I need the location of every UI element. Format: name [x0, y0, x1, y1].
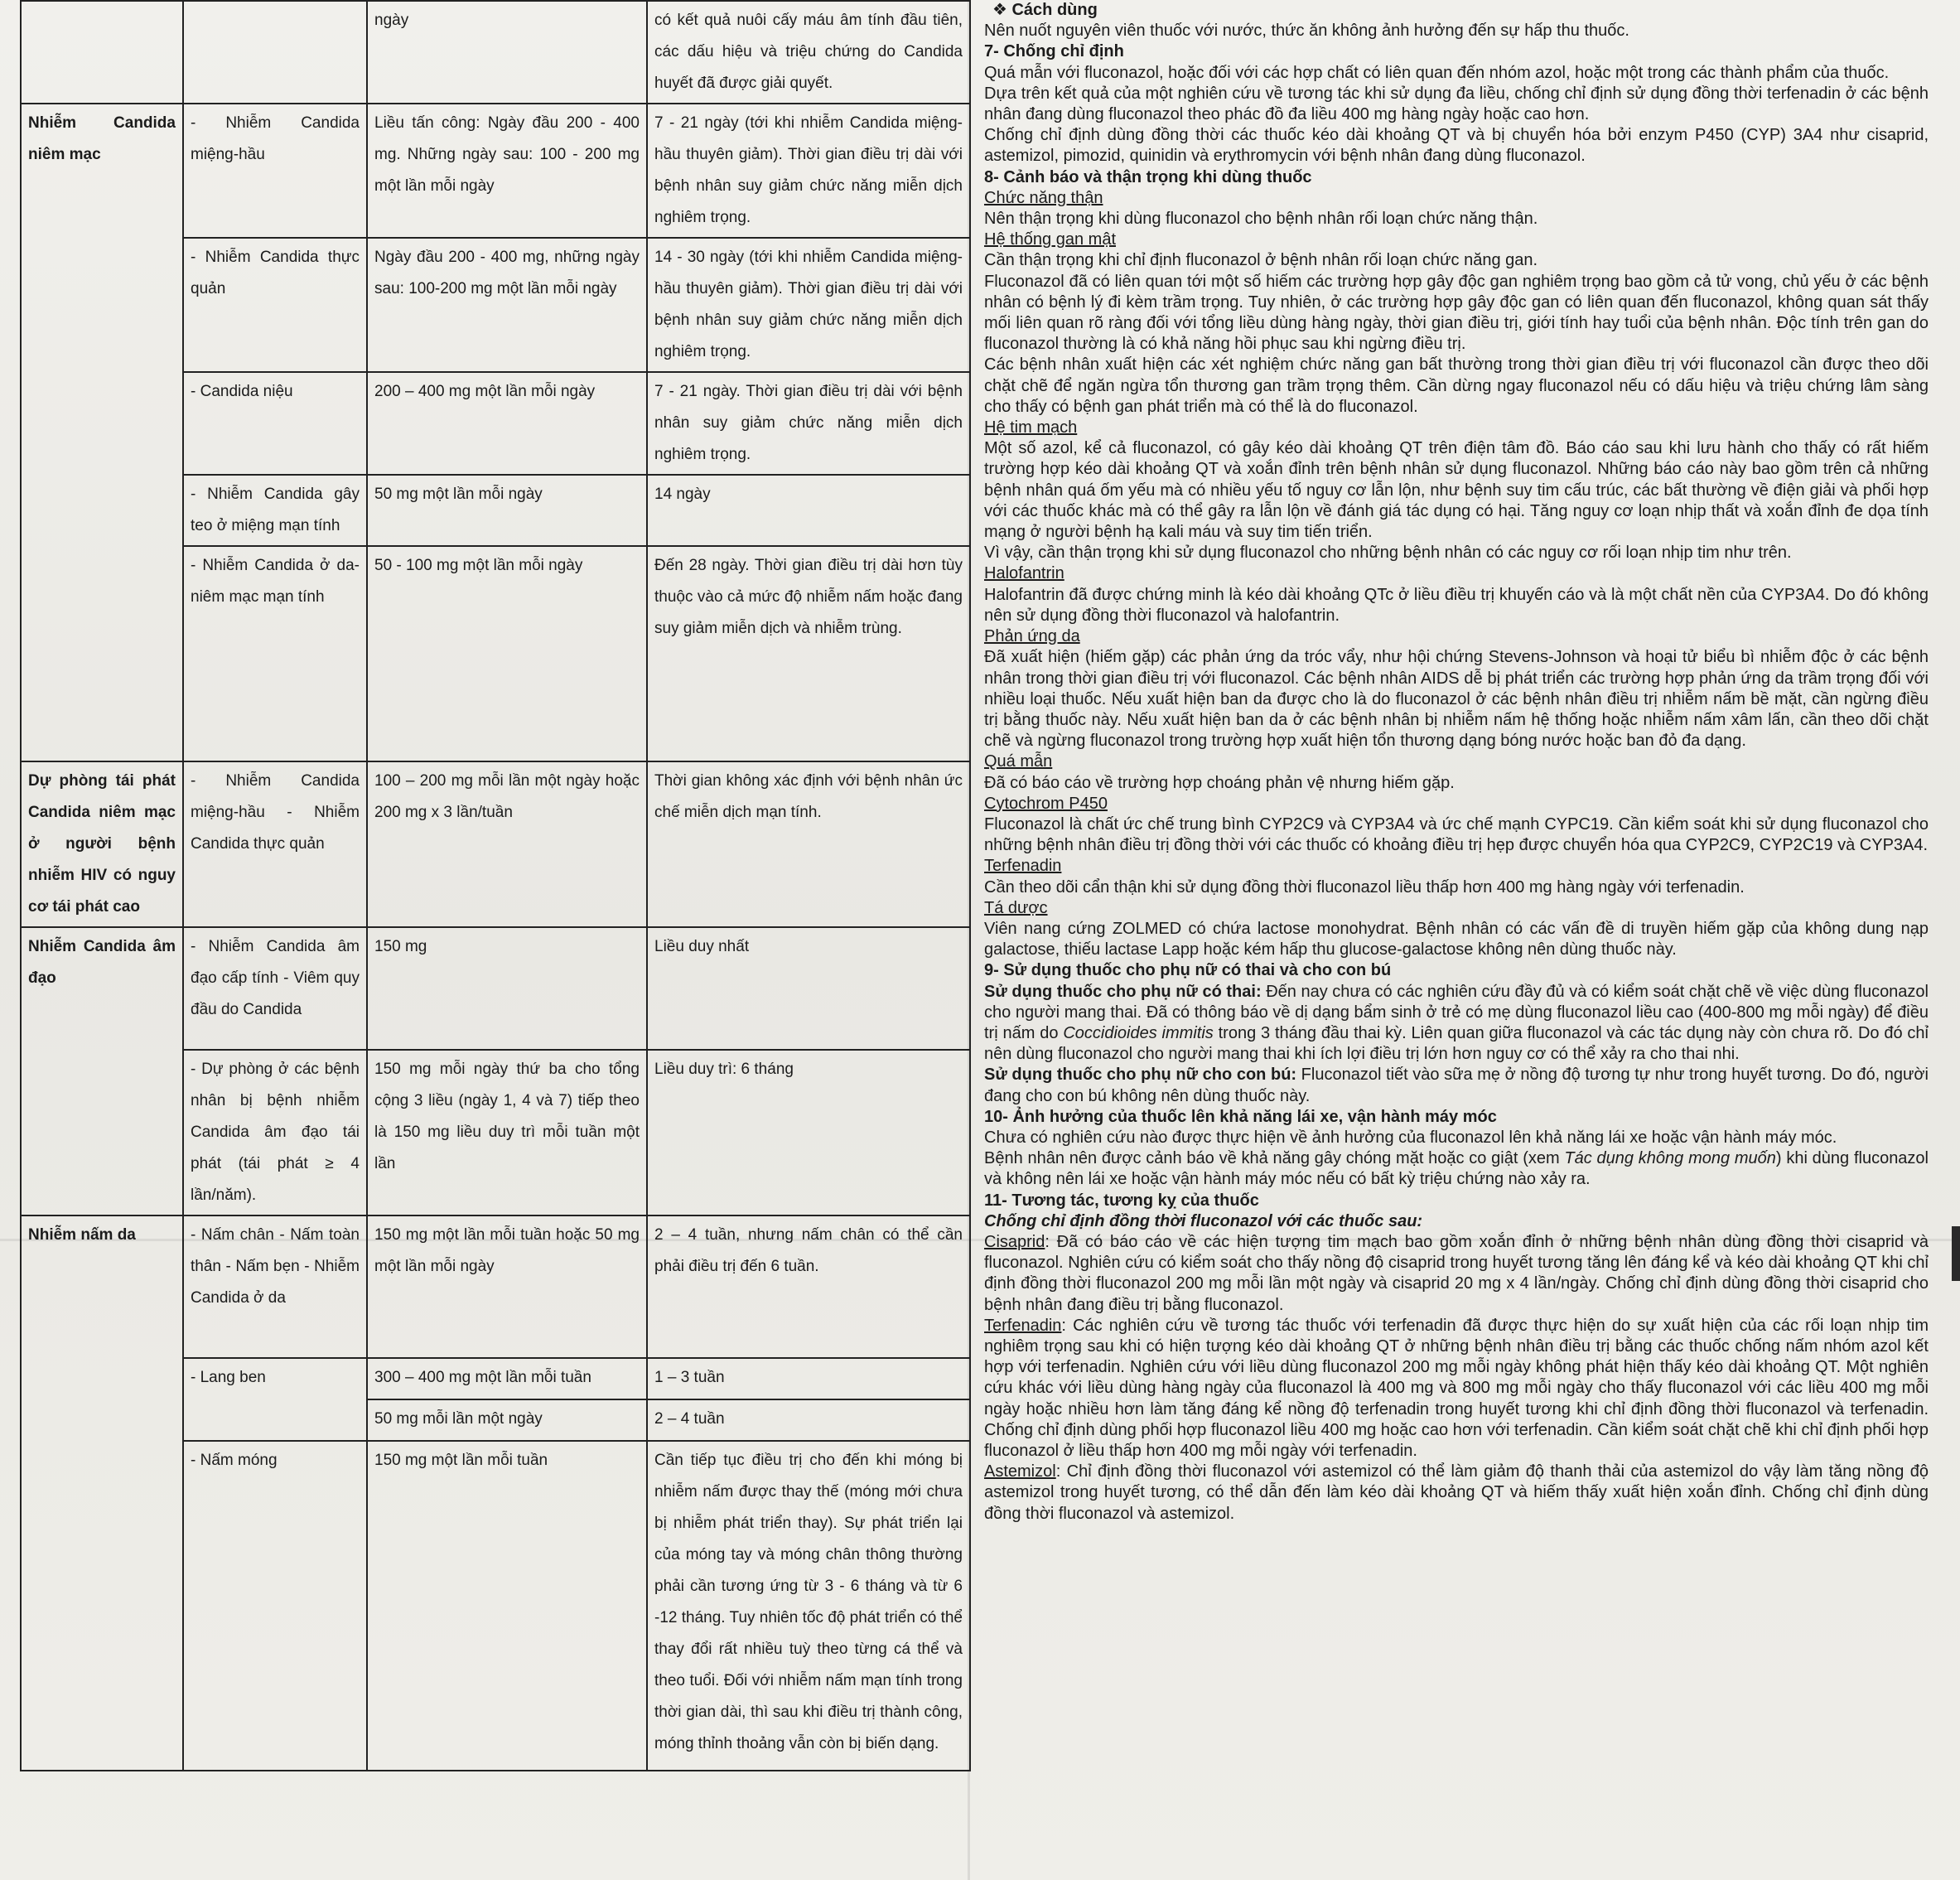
paragraph-text: Đến nay chưa có các nghiên cứu đầy đủ và có kiểm soát chặt chẽ về việc dùng fluconazol cho người mang thai. Đã có thông báo về dị dạng bẩm sinh ở trẻ có mẹ dùng fluconazol liều cao (400-800 mg mỗi ngày) để điều trị nấm do: [984, 982, 1929, 1042]
paragraph-lead: Sử dụng thuốc cho phụ nữ cho con bú:: [984, 1066, 1297, 1085]
section-heading: 7- Chống chỉ định: [984, 42, 1124, 61]
table-cell: 7 - 21 ngày. Thời gian điều trị dài với bệnh nhân suy giảm chức năng miễn dịch nghiêm trọng.: [647, 372, 970, 475]
paragraph: Một số azol, kể cả fluconazol, có gây kéo dài khoảng QT trên điện tâm đồ. Báo cáo sau khi lưu hành cho thấy có rất hiếm trường hợp kéo dài khoảng QT và xoắn đỉnh trên bệnh nhân sử dụng fluconazol. Những báo cáo này bao gồm trên cả những bệnh nhân quá ốm yếu mà có nhiều yếu tố nguy cơ lẫn lộn, như bệnh suy tim cấu trúc, các bất thường về điện giải và phối hợp với các thuốc khác mà có thể gây ra lẫn lộn về đánh giá tác dụng có hại. Tăng nguy cơ loạn nhịp thất và xoắn đỉnh đe dọa tính mạng ở người bệnh hạ kali máu và suy tim tiến triển.: [984, 439, 1929, 542]
paragraph-text: : Các nghiên cứu về tương tác thuốc với terfenadin đã được thực hiện do sự xuất hiện của các rối loạn nhịp tim nghiêm trọng sau khi có hiện tượng kéo dài khoảng QT ở những bệnh nhân điều trị bằng các thuốc chống nấm nhóm azol kết hợp với terfenadin. Nghiên cứu với liều dùng fluconazol 200 mg mỗi ngày không phát hiện thấy kéo dài khoảng QT. Một nghiên cứu khác với liều dùng hàng ngày của fluconazol là 400 mg và 800 mg mỗi ngày cho thấy fluconazol với các liều 400 mg mỗi ngày hoặc nhiều hơn làm tăng đáng kể nồng độ terfenadin trong huyết tương khi chỉ định đồng thời fluconazol và terfenadin. Chống chỉ định dùng phối hợp fluconazol liều 400 mg hoặc cao hơn với terfenadin. Cần kiểm soát chặt chẽ khi chỉ định phối hợp fluconazol ở liều thấp hơn 400 mg mỗi ngày với terfenadin.: [984, 1316, 1929, 1461]
table-cell: 300 – 400 mg một lần mỗi tuần: [367, 1358, 647, 1399]
paragraph: [984, 1148, 1929, 1190]
paragraph: [984, 982, 1929, 1066]
paragraph: [984, 1232, 1929, 1316]
table-cell: - Nhiễm Candida ở da-niêm mạc mạn tính: [183, 546, 367, 761]
subsection-heading: Hệ thống gan mật: [984, 230, 1116, 249]
subsection-heading: Tá dược: [984, 898, 1048, 917]
table-cell: Nhiễm Candida âm đạo: [21, 927, 183, 1215]
subsection-heading: Quá mẫn: [984, 752, 1053, 771]
table-cell: Liều tấn công: Ngày đầu 200 - 400 mg. Những ngày sau: 100 - 200 mg một lần mỗi ngày: [367, 104, 647, 238]
table-cell: Liều duy nhất: [647, 927, 970, 1050]
section-heading: 11- Tương tác, tương kỵ của thuốc: [984, 1191, 1259, 1210]
table-row: [21, 1, 970, 104]
table-cell: ngày: [367, 1, 647, 104]
paragraph: Nên thận trọng khi dùng fluconazol cho bệnh nhân rối loạn chức năng thận.: [984, 210, 1538, 229]
paragraph: [984, 1065, 1929, 1106]
table-cell: [21, 1, 183, 104]
table-cell: có kết quả nuôi cấy máu âm tính đầu tiên, các dấu hiệu và triệu chứng do Candida huyết đã được giải quyết.: [647, 1, 970, 104]
section-heading: ❖ Cách dùng: [992, 1, 1098, 19]
paragraph: Viên nang cứng ZOLMED có chứa lactose monohydrat. Bệnh nhân có các vấn đề di truyền hiếm gặp của không dung nạp galactose, thiếu lactase Lapp hoặc kém hấp thu glucose-galactose không nên dùng thuốc này.: [984, 919, 1929, 959]
table-cell: Liều duy trì: 6 tháng: [647, 1050, 970, 1215]
table-cell: 50 mg mỗi lần một ngày: [367, 1399, 647, 1441]
subsection-heading: Chống chỉ định đồng thời fluconazol với các thuốc sau:: [984, 1211, 1423, 1230]
subsection-heading: Chức năng thận: [984, 188, 1103, 207]
table-cell: Dự phòng tái phát Candida niêm mạc ở người bệnh nhiễm HIV có nguy cơ tái phát cao: [21, 761, 183, 927]
cross-reference: Tác dụng không mong muốn: [1564, 1149, 1776, 1168]
paragraph-text: trong 3 tháng đầu thai kỳ. Liên quan giữa fluconazol và các tác dụng này còn chưa rõ. Do đó chỉ nên dùng fluconazol cho người mang thai khi ích lợi điều trị lớn hơn nguy cơ có thể xảy ra cho thai nhi.: [984, 1023, 1929, 1064]
paragraph: Dựa trên kết quả của một nghiên cứu về tương tác khi sử dụng đa liều, chống chỉ định sử dụng đồng thời terfenadin ở các bệnh nhân đang dùng fluconazol theo phác đồ đa liều 400 mg hàng ngày hoặc cao hơn.: [984, 84, 1929, 124]
table-row: [21, 1215, 970, 1358]
paragraph: Quá mẫn với fluconazol, hoặc đối với các hợp chất có liên quan đến nhóm azol, hoặc một trong các thành phẩm của thuốc.: [984, 63, 1890, 82]
table-cell: 2 – 4 tuần, nhưng nấm chân có thể cần phải điều trị đến 6 tuần.: [647, 1215, 970, 1358]
table-cell: 7 - 21 ngày (tới khi nhiễm Candida miệng-hầu thuyên giảm). Thời gian điều trị dài với bệnh nhân suy giảm chức năng miễn dịch nghiêm trọng.: [647, 104, 970, 238]
table-cell: - Nhiễm Candida âm đạo cấp tính - Viêm quy đầu do Candida: [183, 927, 367, 1050]
paragraph: Đã có báo cáo về trường hợp choáng phản vệ nhưng hiếm gặp.: [984, 773, 1455, 792]
paragraph: Fluconazol là chất ức chế trung bình CYP2C9 và CYP3A4 và ức chế mạnh CYPC19. Cần kiểm soát khi sử dụng fluconazol cho những bệnh nhân điều trị đồng thời với các thuốc có khoảng điều trị hẹp được chuyển hóa qua CYP2C9, CYP2C19 và CYP3A4.: [984, 814, 1929, 855]
drug-name: Terfenadin: [984, 1316, 1062, 1335]
table-cell: - Candida niệu: [183, 372, 367, 475]
paragraph: Chưa có nghiên cứu nào được thực hiện về ảnh hưởng của fluconazol lên khả năng lái xe hoặc vận hành máy móc.: [984, 1128, 1837, 1147]
paragraph: Halofantrin đã được chứng minh là kéo dài khoảng QTc ở liều điều trị khuyến cáo và là một chất nền của CYP3A4. Do đó không nên sử dụng đồng thời fluconazol và halofantrin.: [984, 585, 1929, 625]
subsection-heading: Terfenadin: [984, 857, 1062, 876]
table-cell: Nhiễm nấm da: [21, 1215, 183, 1771]
subsection-heading: Cytochrom P450: [984, 794, 1108, 813]
paragraph: Cần thận trọng khi chỉ định fluconazol ở bệnh nhân rối loạn chức năng gan.: [984, 251, 1538, 270]
table-cell: 150 mg một lần mỗi tuần hoặc 50 mg một lần mỗi ngày: [367, 1215, 647, 1358]
paragraph: Đã xuất hiện (hiếm gặp) các phản ứng da tróc vẩy, như hội chứng Stevens-Johnson và hoại tử biểu bì nhiễm độc ở các bệnh nhân trong thời gian điều trị với fluconazol. Các bệnh nhân AIDS dễ bị phát triển các trường hợp phản ứng da trầm trọng đối với nhiều loại thuốc. Nếu xuất hiện ban da được cho là do fluconazol ở các bệnh nhân điều trị nhiễm nấm bề mặt, cần ngừng điều trị bằng thuốc này. Nếu xuất hiện ban da ở các bệnh nhân bị nhiễm nấm hệ thống hoặc nhiễm nấm xâm lấn, cần theo dõi chặt chẽ và ngừng fluconazol trong trường hợp xuất hiện tổn thương dạng bóng nước hoặc ban đỏ đa dạng.: [984, 648, 1929, 751]
table-cell: 50 - 100 mg một lần mỗi ngày: [367, 546, 647, 761]
table-cell: 200 – 400 mg một lần mỗi ngày: [367, 372, 647, 475]
table-cell: - Nấm móng: [183, 1441, 367, 1771]
section-heading: 8- Cảnh báo và thận trọng khi dùng thuốc: [984, 167, 1312, 186]
table-cell: 50 mg một lần mỗi ngày: [367, 475, 647, 546]
table-cell: 14 - 30 ngày (tới khi nhiễm Candida miệng-hầu thuyên giảm). Thời gian điều trị dài với bệnh nhân suy giảm chức năng miễn dịch nghiêm trọng.: [647, 238, 970, 372]
paragraph: Cần theo dõi cẩn thận khi sử dụng đồng thời fluconazol liều thấp hơn 400 mg hàng ngày với terfenadin.: [984, 877, 1745, 897]
section-heading: 10- Ảnh hưởng của thuốc lên khả năng lái xe, vận hành máy móc: [984, 1107, 1497, 1126]
table-cell: - Nhiễm Candida miệng-hầu: [183, 104, 367, 238]
table-cell: Đến 28 ngày. Thời gian điều trị dài hơn tùy thuộc vào cả mức độ nhiễm nấm hoặc đang suy giảm miễn dịch và nhiễm trùng.: [647, 546, 970, 761]
table-cell: 2 – 4 tuần: [647, 1399, 970, 1441]
paragraph: Vì vậy, cần thận trọng khi sử dụng fluconazol cho những bệnh nhân có các nguy cơ rối loạn nhịp tim như trên.: [984, 544, 1792, 563]
table-cell: - Lang ben: [183, 1358, 367, 1441]
subsection-heading: Hệ tim mạch: [984, 418, 1078, 437]
paragraph: Nên nuốt nguyên viên thuốc với nước, thức ăn không ảnh hưởng đến sự hấp thu thuốc.: [984, 22, 1629, 41]
paragraph: [984, 1462, 1929, 1525]
paragraph: Các bệnh nhân xuất hiện các xét nghiệm chức năng gan bất thường trong thời gian điều trị với fluconazol cần được theo dõi chặt chẽ để ngăn ngừa tổn thương gan trầm trọng thêm. Cần dừng ngay fluconazol nếu có dấu hiệu và triệu chứng lâm sàng cho thấy có bệnh gan phát triển mà có thể là do fluconazol.: [984, 355, 1929, 416]
table-cell: - Dự phòng ở các bệnh nhân bị bệnh nhiễm Candida âm đạo tái phát (tái phát ≥ 4 lần/năm).: [183, 1050, 367, 1215]
paragraph: Chống chỉ định dùng đồng thời các thuốc kéo dài khoảng QT và bị chuyển hóa bởi enzym P450 (CYP) 3A4 như cisaprid, astemizol, pimozid, quinidin và erythromycin với bệnh nhân đang dùng fluconazol.: [984, 126, 1929, 166]
table-cell: - Nhiễm Candida thực quản: [183, 238, 367, 372]
table-cell: 150 mg một lần mỗi tuần: [367, 1441, 647, 1771]
table-row: [21, 761, 970, 927]
species-name: Coccidioides immitis: [1063, 1023, 1214, 1042]
paragraph: [984, 1316, 1929, 1462]
paragraph-lead: Sử dụng thuốc cho phụ nữ có thai:: [984, 982, 1262, 1001]
paragraph-text: : Chỉ định đồng thời fluconazol với astemizol có thể làm giảm độ thanh thải của astemizol do vậy làm tăng nồng độ astemizol trong huyết tương, có thể dẫn đến làm kéo dài khoảng QT và hiếm thấy xuất hiện xoắn đỉnh. Chống chỉ định dùng đồng thời fluconazol và astemizol.: [984, 1462, 1929, 1523]
paragraph-text: Bệnh nhân nên được cảnh báo về khả năng gây chóng mặt hoặc co giật (xem: [984, 1149, 1565, 1168]
table-cell: - Nhiễm Candida gây teo ở miệng mạn tính: [183, 475, 367, 546]
table-cell: 14 ngày: [647, 475, 970, 546]
dosage-table-column: [20, 0, 969, 1781]
paragraph-text: ) khi dùng fluconazol và không nên lái xe hoặc vận hành máy móc nếu có bất kỳ triệu chứng nào xảy ra.: [984, 1149, 1929, 1189]
subsection-heading: Halofantrin: [984, 564, 1064, 583]
dosage-table: [20, 0, 971, 1771]
text-column: [984, 0, 1929, 1525]
table-cell: 1 – 3 tuần: [647, 1358, 970, 1399]
table-cell: 100 – 200 mg mỗi lần một ngày hoặc 200 mg x 3 lần/tuần: [367, 761, 647, 927]
drug-name: Cisaprid: [984, 1232, 1045, 1251]
table-row: [21, 927, 970, 1050]
edge-marker: [1952, 1226, 1960, 1281]
table-row: [21, 104, 970, 238]
table-cell: - Nấm chân - Nấm toàn thân - Nấm bẹn - Nhiễm Candida ở da: [183, 1215, 367, 1358]
table-cell: Cần tiếp tục điều trị cho đến khi móng bị nhiễm nấm được thay thế (móng mới chưa bị nhiễm phát triển thay). Sự phát triển lại của móng tay và móng chân thông thường phải cần tương ứng từ 3 - 6 tháng và từ 6 -12 tháng. Tuy nhiên tốc độ phát triển có thể thay đổi rất nhiều tuỳ theo từng cá thể và theo tuổi. Đối với nhiễm nấm mạn tính trong thời gian dài, thì sau khi điều trị thành công, móng thỉnh thoảng vẫn còn bị biến dạng.: [647, 1441, 970, 1771]
paragraph: Fluconazol đã có liên quan tới một số hiếm các trường hợp gây độc gan nghiêm trọng bao gồm cả tử vong, chủ yếu ở các bệnh nhân có bệnh lý đi kèm trầm trọng. Tuy nhiên, ở các trường hợp gây độc gan có liên quan đến fluconazol, không quan sát thấy mối liên quan rõ ràng đối với tổng liều dùng hàng ngày, thời gian điều trị, giới tính hay tuổi của bệnh nhân. Độc tính trên gan do fluconazol thường là có khả năng hồi phục sau khi ngừng điều trị.: [984, 272, 1929, 354]
table-cell: Ngày đầu 200 - 400 mg, những ngày sau: 100-200 mg một lần mỗi ngày: [367, 238, 647, 372]
paragraph-text: : Đã có báo cáo về các hiện tượng tim mạch bao gồm xoắn đỉnh ở những bệnh nhân dùng đồng thời cisaprid và fluconazol. Nghiên cứu có kiểm soát cho thấy nồng độ cisaprid trong huyết tương tăng lên đáng kể và kéo dài khoảng QT khi chỉ định đồng thời fluconazol 200 mg mỗi lần một ngày và cisaprid 20 mg x 4 lần/ngày. Chống chỉ định dùng đồng thời cisaprid cho bệnh nhân đang điều trị bằng fluconazol.: [984, 1232, 1929, 1314]
table-cell: 150 mg mỗi ngày thứ ba cho tổng cộng 3 liều (ngày 1, 4 và 7) tiếp theo là 150 mg liều duy trì mỗi tuần một lần: [367, 1050, 647, 1215]
table-cell: Nhiễm Candida niêm mạc: [21, 104, 183, 761]
table-cell: 150 mg: [367, 927, 647, 1050]
section-heading: 9- Sử dụng thuốc cho phụ nữ có thai và cho con bú: [984, 961, 1392, 980]
table-cell: [183, 1, 367, 104]
drug-name: Astemizol: [984, 1462, 1056, 1481]
paragraph-text: Fluconazol tiết vào sữa mẹ ở nồng độ tương tự như trong huyết tương. Do đó, người đang cho con bú không nên dùng thuốc này.: [984, 1066, 1929, 1105]
table-cell: - Nhiễm Candida miệng-hầu - Nhiễm Candida thực quản: [183, 761, 367, 927]
subsection-heading: Phản ứng da: [984, 627, 1080, 646]
table-cell: Thời gian không xác định với bệnh nhân ức chế miễn dịch mạn tính.: [647, 761, 970, 927]
